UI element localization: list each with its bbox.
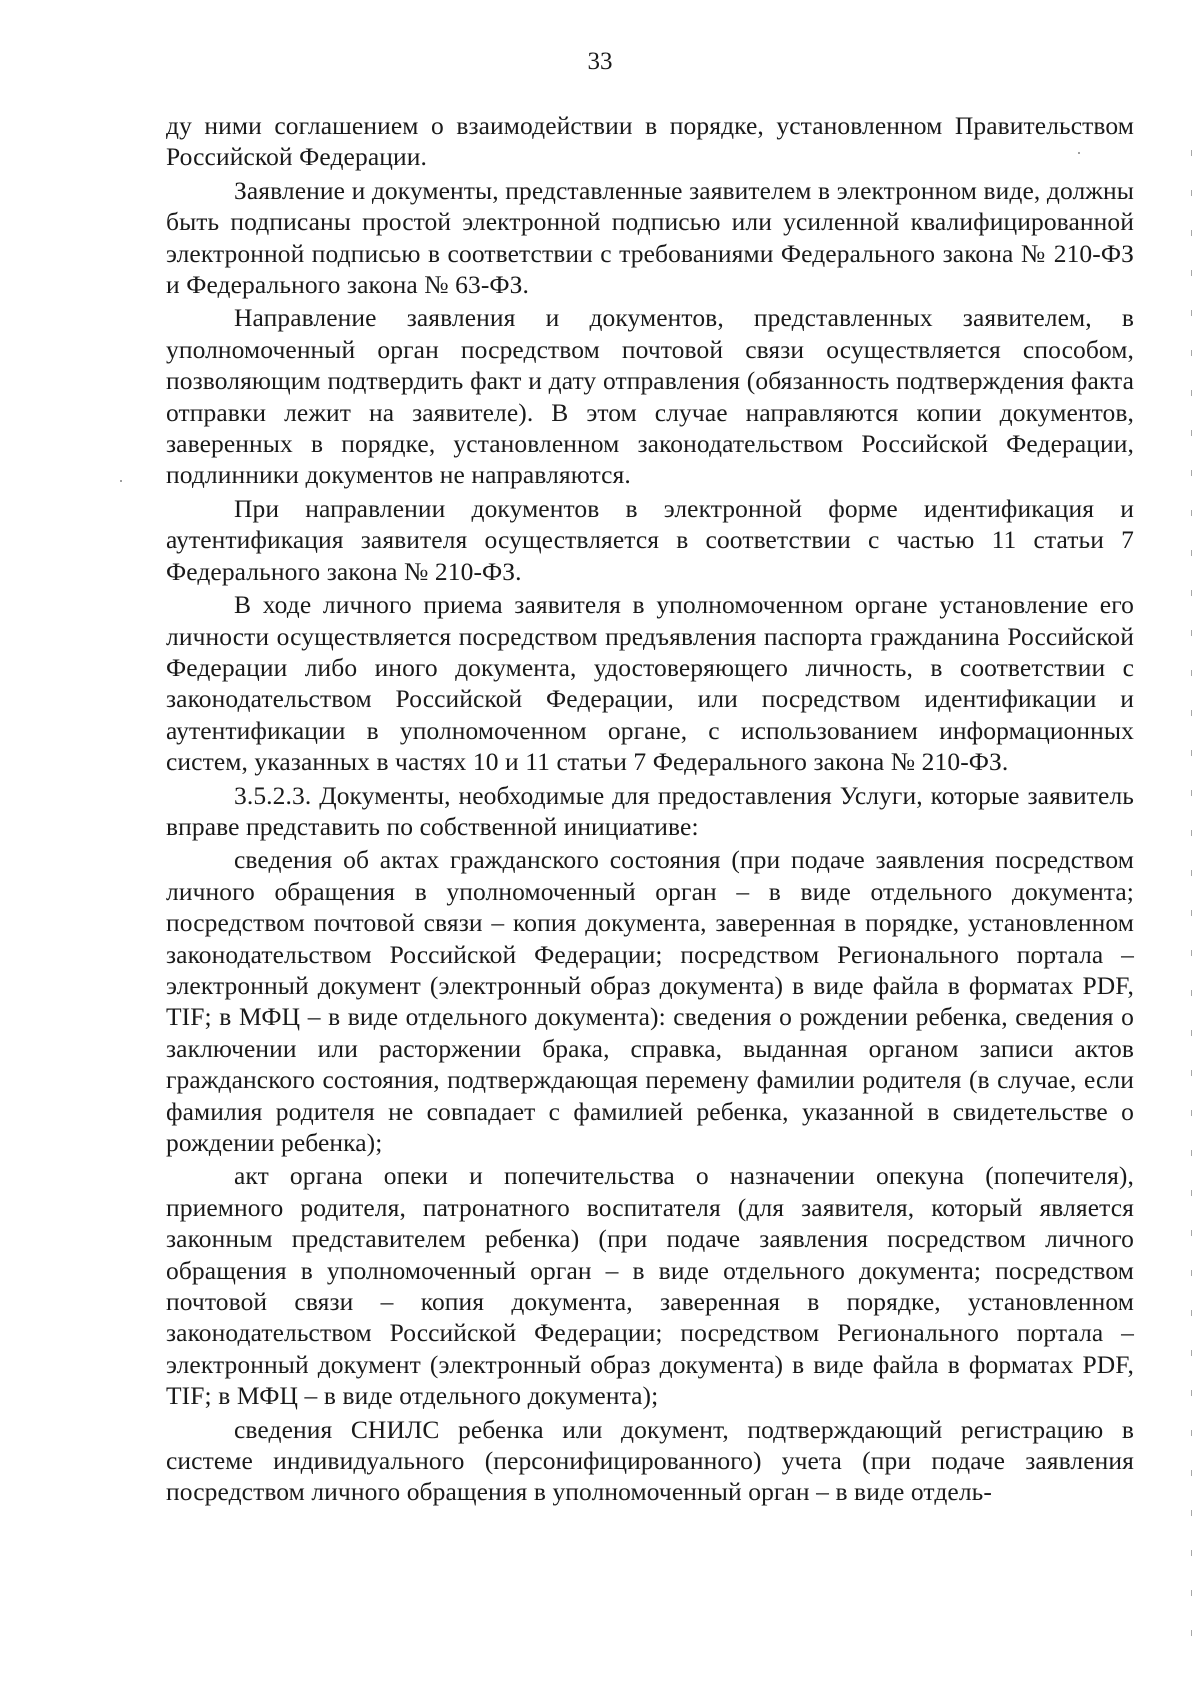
list-item-civil-status-records: сведения об актах гражданского состояния (при подаче заявления посредством личного обращения в уполномоченный орган – в виде отдельного документа; посредством почтовой связи – копия документа, заверенная в порядке, установленном законодательством Российской Федерации; посредством Регионального портала – электронный документ (электронный образ документа) в виде файла в форматах PDF, TIF; в МФЦ – в виде отдельного документа): сведения о рождении ребенка, сведения о заключении или расторжении брака, справка, выданная органом записи актов гражданского состояния, подтверждающая перемену фамилии родителя (в случае, если фамилия родителя не совпадает с фамилией ребенка, указанной в свидетельстве о рождении ребенка); (166, 845, 1134, 1157)
paragraph-section-3-5-2-3: 3.5.2.3. Документы, необходимые для предоставления Услуги, которые заявитель вправе представить по собственной инициативе: (166, 780, 1134, 841)
document-body (166, 110, 1134, 1510)
paragraph-personal-reception: В ходе личного приема заявителя в уполномоченном органе установление его личности осуществляется посредством предъявления паспорта гражданина Российской Федерации либо иного документа, удостоверяющего личность, в соответствии с законодательством Российской Федерации, или посредством идентификации и аутентификации в уполномоченном органе, с использованием информационных систем, указанных в частях 10 и 11 статьи 7 Федерального закона № 210-ФЗ. (166, 590, 1134, 777)
list-item-snils: сведения СНИЛС ребенка или документ, подтверждающий регистрацию в системе индивидуального (персонифицированного) учета (при подаче заявления посредством личного обращения в уполномоченный орган – в виде отдель- (166, 1414, 1134, 1507)
scan-speck (1078, 152, 1080, 154)
paragraph-continuation: ду ними соглашением о взаимодействии в порядке, установленном Правительством Российской Федерации. (166, 111, 1134, 172)
scan-edge-marks (1191, 150, 1192, 1650)
page-number: 33 (587, 48, 613, 75)
paragraph-electronic-identification: При направлении документов в электронной форме идентификация и аутентификация заявителя осуществляется в соответствии с частью 11 статьи 7 Федерального закона № 210-ФЗ. (166, 493, 1134, 586)
list-item-guardianship-act: акт органа опеки и попечительства о назначении опекуна (попечителя), приемного родителя, патронатного воспитателя (для заявителя, который является законным представителем ребенка) (при подаче заявления посредством личного обращения в уполномоченный орган – в виде отдельного документа; посредством почтовой связи – копия документа, заверенная в порядке, установленном законодательством Российской Федерации; посредством Регионального портала – электронный документ (электронный образ документа) в виде файла в форматах PDF, TIF; в МФЦ – в виде отдельного документа); (166, 1161, 1134, 1411)
scan-speck (120, 480, 122, 482)
paragraph-postal-submission: Направление заявления и документов, представленных заявителем, в уполномоченный орган посредством почтовой связи осуществляется способом, позволяющим подтвердить факт и дату отправления (обязанность подтверждения факта отправки лежит на заявителе). В этом случае направляются копии документов, заверенных в порядке, установленном законодательством Российской Федерации, подлинники документов не направляются. (166, 303, 1134, 490)
paragraph-electronic-signature: Заявление и документы, представленные заявителем в электронном виде, должны быть подписаны простой электронной подписью или усиленной квалифицированной электронной подписью в соответствии с требованиями Федерального закона № 210-ФЗ и Федерального закона № 63-ФЗ. (166, 175, 1134, 300)
